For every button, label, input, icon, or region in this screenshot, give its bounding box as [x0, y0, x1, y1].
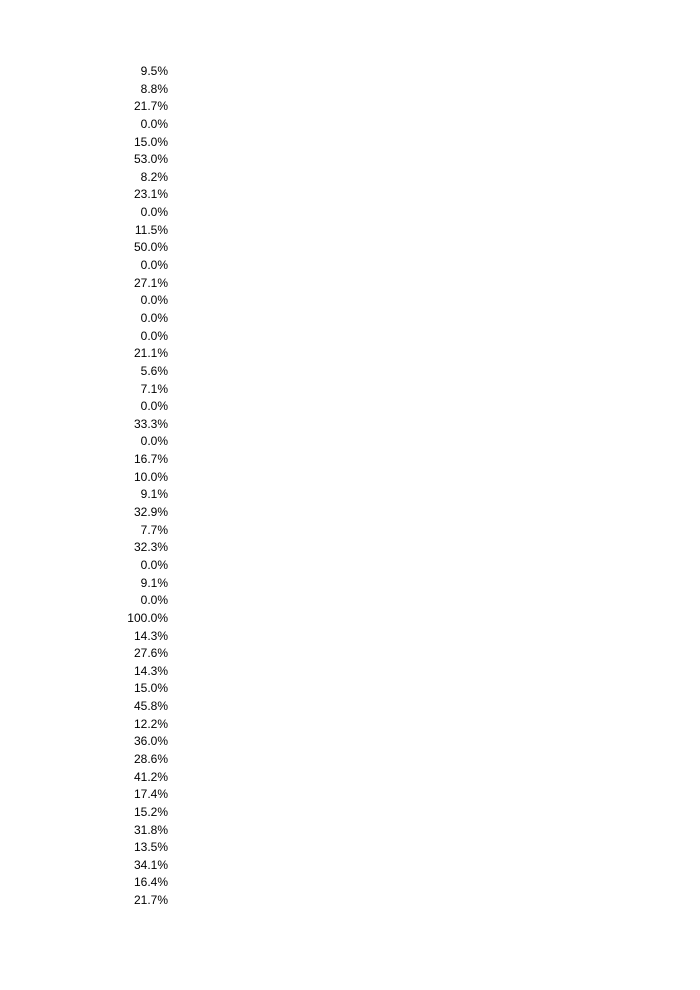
percentage-cell: 8.2% — [140, 169, 168, 184]
percentage-cell: 53.0% — [133, 152, 168, 167]
percentage-cell: 17.4% — [133, 787, 168, 802]
percentage-cell: 16.4% — [133, 875, 168, 890]
percentage-cell: 41.2% — [133, 769, 168, 784]
percentage-cell: 21.7% — [133, 893, 168, 908]
percentage-cell: 45.8% — [133, 699, 168, 714]
percentage-cell: 0.0% — [140, 593, 168, 608]
percentage-cell: 31.8% — [133, 822, 168, 837]
percentage-cell: 9.1% — [140, 575, 168, 590]
percentage-cell: 100.0% — [127, 610, 168, 625]
percentage-cell: 0.0% — [140, 310, 168, 325]
percentage-cell: 0.0% — [140, 258, 168, 273]
percentage-cell: 12.2% — [133, 716, 168, 731]
percentage-cell: 7.1% — [140, 381, 168, 396]
percentage-cell: 8.8% — [140, 81, 168, 96]
percentage-cell: 21.7% — [133, 99, 168, 114]
percentage-cell: 23.1% — [133, 187, 168, 202]
percentage-cell: 0.0% — [140, 557, 168, 572]
percentage-cell: 27.1% — [133, 275, 168, 290]
percentage-cell: 0.0% — [140, 434, 168, 449]
percentage-cell: 11.5% — [134, 222, 168, 237]
percentage-cell: 14.3% — [133, 663, 168, 678]
percentage-cell: 16.7% — [133, 452, 168, 467]
percentage-cell: 27.6% — [133, 646, 168, 661]
percentage-column — [100, 63, 168, 910]
percentage-cell: 15.0% — [133, 681, 168, 696]
percentage-cell: 0.0% — [140, 328, 168, 343]
percentage-cell: 14.3% — [133, 628, 168, 643]
percentage-cell: 50.0% — [133, 240, 168, 255]
percentage-cell: 0.0% — [140, 205, 168, 220]
percentage-cell: 13.5% — [133, 840, 168, 855]
percentage-cell: 32.3% — [133, 540, 168, 555]
percentage-cell: 36.0% — [133, 734, 168, 749]
percentage-cell: 15.0% — [133, 134, 168, 149]
percentage-cell: 28.6% — [133, 751, 168, 766]
percentage-cell: 9.1% — [140, 487, 168, 502]
percentage-cell: 0.0% — [140, 399, 168, 414]
percentage-cell: 9.5% — [140, 64, 168, 78]
percentage-cell: 21.1% — [133, 346, 168, 361]
percentage-cell: 7.7% — [140, 522, 168, 537]
percentage-cell: 32.9% — [133, 505, 168, 520]
percentage-cell: 33.3% — [133, 416, 168, 431]
percentage-cell: 10.0% — [133, 469, 168, 484]
percentage-cell: 15.2% — [133, 804, 168, 819]
percentage-cell: 0.0% — [140, 293, 168, 308]
percentage-cell: 5.6% — [140, 363, 168, 378]
percentage-cell: 34.1% — [133, 857, 168, 872]
percentage-cell: 0.0% — [140, 116, 168, 131]
